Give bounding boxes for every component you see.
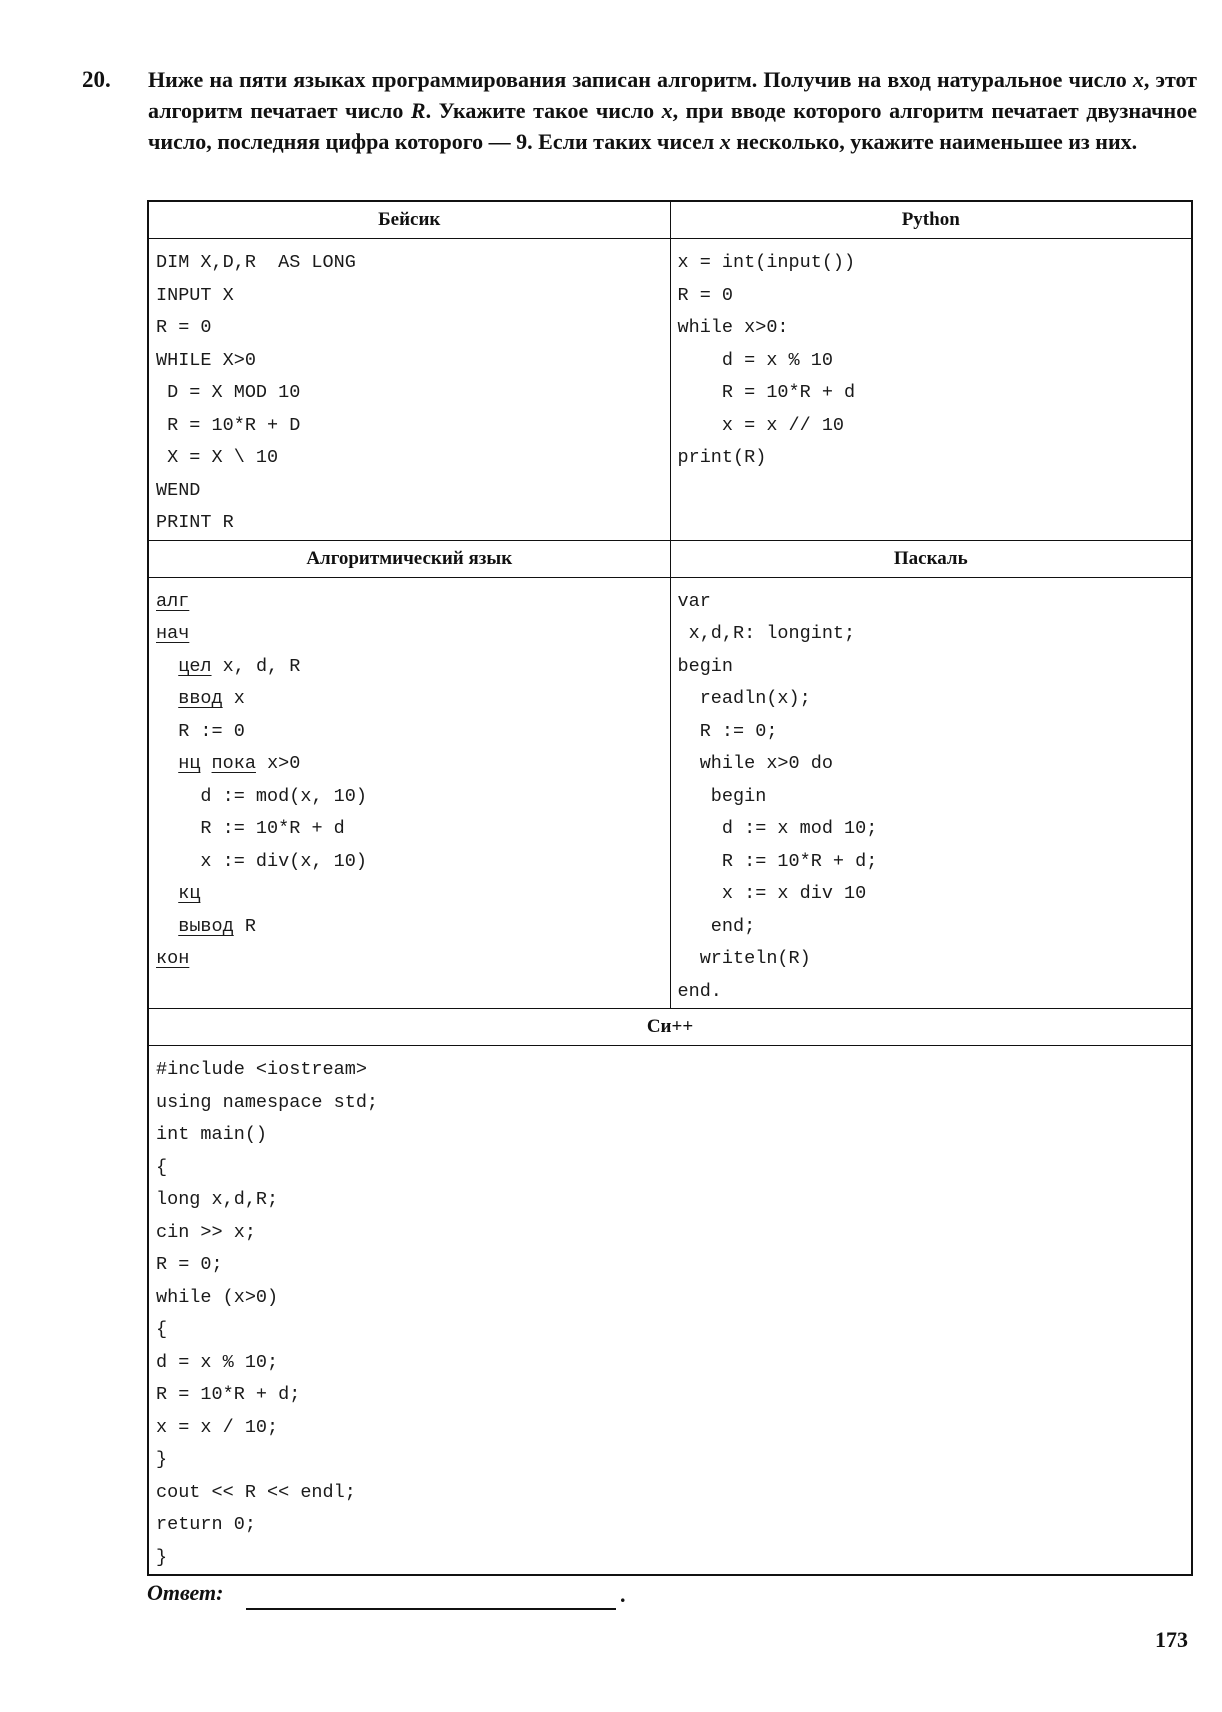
code-python: x = int(input()) R = 0 while x>0: d = x % 10 R = 10*R + d x = x // 10 print(R) bbox=[677, 252, 856, 468]
code-cpp: #include <iostream> using namespace std; int main() { long x,d,R; cin >> x; R = 0; while (x>0) { d = x % 10; R = 10*R + d; x = x / 10; } cout << R << endl; return 0; } bbox=[156, 1059, 379, 1568]
page-number: 173 bbox=[1155, 1627, 1188, 1652]
answer-label: Ответ: bbox=[147, 1580, 224, 1605]
task-statement bbox=[82, 64, 1197, 157]
code-basic: DIM X,D,R AS LONG INPUT X R = 0 WHILE X>0 D = X MOD 10 R = 10*R + D X = X \ 10 WEND PRINT R bbox=[156, 252, 356, 533]
kw-kc: кц bbox=[178, 883, 201, 904]
code-pascal: var x,d,R: longint; begin readln(x); R := 0; while x>0 do begin d := x mod 10; R := 10*R + d; x := x div 10 end; writeln(R) end. bbox=[677, 590, 878, 1002]
cell-python bbox=[670, 239, 1192, 541]
kw-vyvod: вывод bbox=[178, 915, 234, 937]
header-algo: Алгоритмический язык bbox=[148, 540, 670, 577]
task-number: 20. bbox=[82, 67, 111, 92]
cell-cpp bbox=[148, 1046, 1192, 1576]
cell-algo bbox=[148, 577, 670, 1009]
answer-field[interactable] bbox=[246, 1608, 616, 1610]
code-algo: алг нач цел x, d, R ввод x R := 0 нц пока x>0 d := mod(x, 10) R := 10*R + d x := div(x, 10) кц вывод R кон bbox=[156, 590, 367, 969]
kw-cel: цел bbox=[178, 655, 212, 677]
header-python: Python bbox=[670, 201, 1192, 239]
kw-poka: пока bbox=[211, 753, 256, 774]
task-text: Ниже на пяти языках программирования записан алгоритм. Получив на вход натуральное число x, этот алгоритм печатает число R. Укажите такое число x, при вводе которого алгоритм печатает двузначное число, последняя цифра которого — 9. Если таких чисел x несколько, укажите наименьшее из них. bbox=[148, 67, 1197, 154]
header-basic: Бейсик bbox=[148, 201, 670, 239]
kw-vvod: ввод bbox=[178, 688, 223, 709]
kw-alg: алг bbox=[156, 590, 190, 612]
code-table bbox=[147, 200, 1193, 1576]
kw-nach: нач bbox=[156, 623, 190, 644]
cell-basic bbox=[148, 239, 670, 541]
kw-kon: кон bbox=[156, 948, 190, 969]
cell-pascal bbox=[670, 577, 1192, 1009]
header-pascal: Паскаль bbox=[670, 540, 1192, 577]
kw-nc: нц bbox=[178, 753, 201, 774]
header-cpp: Си++ bbox=[148, 1009, 1192, 1046]
answer-dot: . bbox=[620, 1582, 626, 1607]
